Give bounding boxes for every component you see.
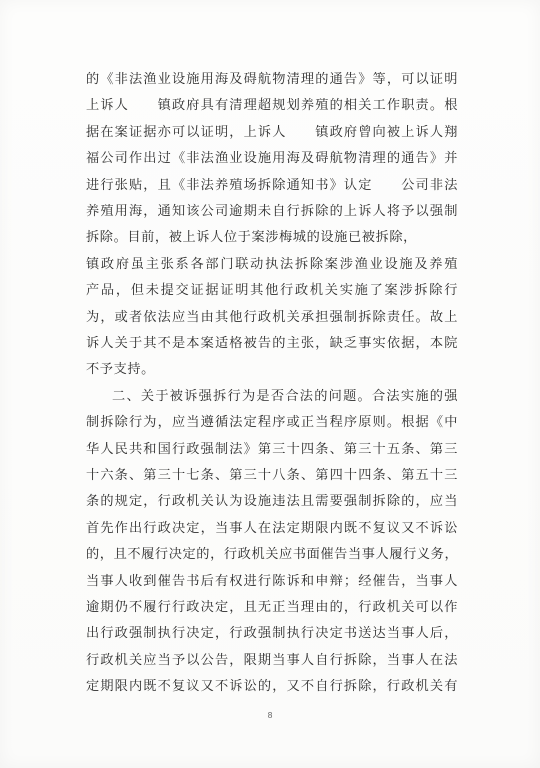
text-line: 华人民共和国行政强制法》第三十四条、第三十五条、第三 [86,442,458,457]
text-line: 进行张贴，且《非法养殖场拆除通知书》认定 公司非法 [86,178,458,193]
text-line: 逾期仍不履行行政决定，且无正当理由的，行政机关可以作 [86,600,458,615]
text-line: 上诉人 镇政府具有清理超规划养殖的相关工作职责。根 [86,98,458,113]
text-line: 当事人收到催告书后有权进行陈诉和申辩；经催告，当事人 [86,574,458,589]
text-line: 的，且不履行决定的，行政机关应书面催告当事人履行义务， [86,547,459,562]
text-line: 养殖用海，通知该公司逾期未自行拆除的上诉人将予以强制 [86,204,458,219]
text-line: 制拆除行为，应当遵循法定程序或正当程序原则。根据《中 [86,415,458,430]
text-line: 为，或者依法应当由其他行政机关承担强制拆除责任。故上 [86,310,458,325]
text-line: 出行政强制执行决定，行政强制执行决定书送达当事人后， [86,626,458,641]
text-line: 定期限内既不复议又不诉讼的，又不自行拆除，行政机关有 [86,679,458,694]
text-line: 不予支持。 [86,362,155,377]
text-line: 拆除。目前，被上诉人位于案涉梅城的设施已被拆除， [86,230,417,245]
text-line: 的《非法渔业设施用海及碍航物清理的通告》等，可以证明 [86,72,458,87]
text-line: 据在案证据亦可以证明，上诉人 镇政府曾向被上诉人翔 [86,125,458,140]
page-number: 8 [267,711,273,720]
text-line: 产品，但未提交证据证明其他行政机关实施了案涉拆除行 [86,283,458,298]
text-line: 首先作出行政决定，当事人在法定期限内既不复议又不诉讼 [86,521,458,536]
text-line: 条的规定，行政机关认为设施违法且需要强制拆除的，应当 [86,494,458,509]
paragraph-heading-line: 二、关于被诉强拆行为是否合法的问题。合法实施的强 [112,389,458,404]
text-line: 十六条、第三十七条、第三十八条、第四十四条、第五十三 [86,468,458,483]
text-line: 诉人关于其不是本案适格被告的主张，缺乏事实依据，本院 [86,336,458,351]
text-line: 镇政府虽主张系各部门联动执法拆除案涉渔业设施及养殖 [86,257,458,272]
text-line: 福公司作出过《非法渔业设施用海及碍航物清理的通告》并 [86,151,458,166]
text-line: 行政机关应当予以公告，限期当事人自行拆除，当事人在法 [86,653,458,668]
